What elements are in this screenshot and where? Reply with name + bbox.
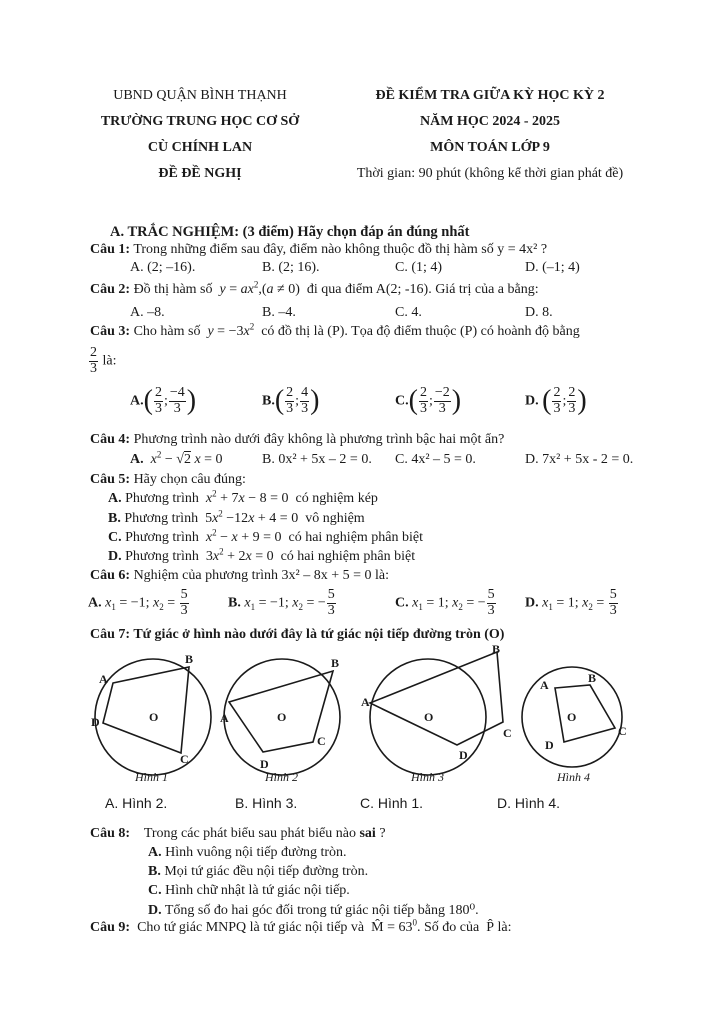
q5-option-c: C. Phương trình $x^2 - x + 9 = 0$ có hai nghiệm phân biệt bbox=[108, 527, 424, 545]
q9-tail: . Số đo của bbox=[417, 920, 480, 935]
fig1-label-d: D bbox=[91, 715, 100, 729]
q1-option-a: A. (2; –16). bbox=[130, 260, 196, 275]
q2-line bbox=[90, 279, 539, 298]
fig4-label-d: D bbox=[545, 738, 554, 752]
fig4-quad bbox=[555, 685, 615, 742]
fig1-center: O bbox=[149, 710, 159, 724]
q6-option-b: B. $x_1 = -1$; $x_2$ = − $\frac{5}{3}$ bbox=[228, 587, 335, 618]
q6-text: Nghiệm của phương trình 3x² – 8x + 5 = 0 là: bbox=[133, 568, 390, 583]
q7-option-c: C. Hình 1. bbox=[360, 795, 424, 811]
header-school: TRƯỜNG TRUNG HỌC CƠ SỞ bbox=[100, 114, 300, 129]
fig2-label-d: D bbox=[260, 757, 269, 771]
q4-option-c: C. 4x² – 5 = 0. bbox=[395, 452, 476, 467]
q7-line bbox=[90, 627, 504, 643]
q5-text: Hãy chọn câu đúng: bbox=[133, 472, 246, 487]
q3-tail: là: bbox=[102, 353, 117, 369]
q7-option-d: D. Hình 4. bbox=[497, 795, 561, 811]
q4-option-a: A. $x^2 - √2$ x = 0 bbox=[130, 449, 223, 467]
q2-option-b: B. –4. bbox=[262, 305, 296, 320]
header-exam-title: ĐỀ KIỂM TRA GIỮA KỲ HỌC KỲ 2 bbox=[375, 88, 605, 103]
q1-label: Câu 1: bbox=[90, 242, 131, 257]
q7-figures bbox=[85, 645, 645, 790]
q3-option-b: B.( $\frac{2}{3}$ ; $\frac{4}{3}$ ) bbox=[262, 385, 320, 417]
q8-option-b: B. Mọi tứ giác đều nội tiếp đường tròn. bbox=[148, 864, 369, 879]
q2-label: Câu 2: bbox=[90, 282, 131, 297]
fig3-center: O bbox=[424, 710, 434, 724]
q8-line bbox=[90, 826, 386, 842]
q4-label: Câu 4: bbox=[90, 432, 131, 447]
fig1-caption: Hình 1 bbox=[135, 770, 168, 784]
q8-option-a: A. Hình vuông nội tiếp đường tròn. bbox=[148, 845, 347, 860]
q9-angle-p: P̂ bbox=[482, 920, 498, 935]
fig1-label-c: C bbox=[180, 752, 189, 766]
header-district: UBND QUẬN BÌNH THẠNH bbox=[113, 88, 287, 103]
q2-option-c: C. 4. bbox=[395, 305, 422, 320]
q6-line bbox=[90, 568, 389, 584]
q7-option-a: A. Hình 2. bbox=[105, 795, 168, 811]
q1-line bbox=[90, 242, 547, 258]
fig3-caption: Hình 3 bbox=[411, 770, 444, 784]
header-exam-type: ĐỀ ĐỀ NGHỊ bbox=[158, 166, 242, 181]
q3-option-d: D. ( $\frac{2}{3}$ ; $\frac{2}{3}$ ) bbox=[525, 385, 587, 417]
q2-post: đi qua điểm A(2; -16). Giá trị của a bằng: bbox=[306, 282, 539, 297]
q8-label: Câu 8: bbox=[90, 826, 131, 841]
q1-text: Trong những điểm sau đây, điểm nào không thuộc đồ thị hàm số y = 4x² ? bbox=[133, 242, 548, 257]
q9-text: Cho tứ giác MNPQ là tứ giác nội tiếp và bbox=[137, 920, 365, 935]
q3-pre: Cho hàm số bbox=[133, 324, 201, 339]
q4-line bbox=[90, 432, 504, 448]
fig3-label-c: C bbox=[503, 726, 512, 740]
fig1-label-a: A bbox=[99, 672, 108, 686]
q2-option-a: A. –8. bbox=[130, 305, 165, 320]
q9-line bbox=[90, 917, 512, 936]
header-subject: MÔN TOÁN LỚP 9 bbox=[430, 140, 550, 155]
fig2-caption: Hình 2 bbox=[265, 770, 298, 784]
fig2-label-b: B bbox=[331, 656, 340, 670]
q3-option-a: A.( $\frac{2}{3}$ ; $\frac{-4}{3}$ ) bbox=[130, 385, 197, 417]
fig4-center: O bbox=[567, 710, 577, 724]
q1-option-b: B. (2; 16). bbox=[262, 260, 320, 275]
q4-text: Phương trình nào dưới đây không là phương trình bậc hai một ẩn? bbox=[133, 432, 505, 447]
fig1-label-b: B bbox=[185, 652, 194, 666]
q9-angle-m: M̂ = $63^0$ bbox=[367, 917, 417, 935]
q3-option-c: C.( $\frac{2}{3}$ ; $\frac{-2}{3}$ ) bbox=[395, 385, 462, 417]
q6-option-d: D. $x_1 = 1$; $x_2$ = $\frac{5}{3}$ bbox=[525, 587, 617, 618]
q7-text: Tứ giác ở hình nào dưới đây là tứ giác nội tiếp đường tròn (O) bbox=[133, 627, 505, 642]
header-school-year: NĂM HỌC 2024 - 2025 bbox=[420, 114, 560, 129]
q2-formula: $y = ax^2,(a \ne 0)$ bbox=[219, 279, 304, 297]
q7-label: Câu 7: bbox=[90, 627, 131, 642]
q6-option-c: C. $x_1 = 1$; $x_2$ = − $\frac{5}{3}$ bbox=[395, 587, 495, 618]
q3-label: Câu 3: bbox=[90, 324, 131, 339]
q9-label: Câu 9: bbox=[90, 920, 131, 935]
fig2-label-c: C bbox=[317, 734, 326, 748]
q1-option-d: D. (–1; 4) bbox=[525, 260, 580, 275]
section-a-title: A. TRẮC NGHIỆM: (3 điểm) Hãy chọn đáp án đúng nhất bbox=[110, 224, 470, 240]
fig4-label-c: C bbox=[618, 724, 627, 738]
q8-option-c: C. Hình chữ nhật là tứ giác nội tiếp. bbox=[148, 883, 350, 898]
fig4-label-a: A bbox=[540, 678, 549, 692]
q6-label: Câu 6: bbox=[90, 568, 131, 583]
fig1-quad bbox=[103, 667, 189, 753]
q1-option-c: C. (1; 4) bbox=[395, 260, 443, 275]
q2-option-d: D. 8. bbox=[525, 305, 553, 320]
q9-end: là: bbox=[497, 920, 512, 935]
q4-option-b: B. 0x² + 5x – 2 = 0. bbox=[262, 452, 372, 467]
q3-formula: $y = -3x^2$ bbox=[207, 321, 255, 339]
q5-line bbox=[90, 472, 246, 488]
fig4-caption: Hình 4 bbox=[557, 770, 590, 784]
q8-text: Trong các phát biểu sau phát biểu nào sai ? bbox=[143, 826, 386, 841]
q5-option-d: D. Phương trình $3x^2 + 2x = 0$ có hai nghiệm phân biệt bbox=[108, 546, 416, 564]
q5-label: Câu 5: bbox=[90, 472, 131, 487]
fig2-label-a: A bbox=[220, 711, 229, 725]
header-school-name: CÙ CHÍNH LAN bbox=[147, 140, 253, 155]
q3-frac: $\frac{2}{3}$ bbox=[90, 345, 97, 376]
q7-option-b: B. Hình 3. bbox=[235, 795, 298, 811]
q8-option-d: D. Tổng số đo hai góc đối trong tứ giác nội tiếp bằng 180⁰. bbox=[148, 903, 479, 918]
fig3-label-b: B bbox=[492, 645, 501, 656]
fig4-label-b: B bbox=[588, 671, 597, 685]
fig3-label-d: D bbox=[459, 748, 468, 762]
fig3-label-a: A bbox=[361, 695, 370, 709]
q5-option-a: A. Phương trình $x^2 + 7x - 8 = 0$ có nghiệm kép bbox=[108, 488, 378, 506]
header-time: Thời gian: 90 phút (không kể thời gian phát đề) bbox=[356, 166, 624, 181]
q6-option-a: A. $x_1 = -1$; $x_2$ = $\frac{5}{3}$ bbox=[88, 587, 188, 618]
q3-abscissa bbox=[88, 346, 117, 376]
q3-line bbox=[90, 321, 580, 340]
q5-option-b: B. Phương trình $5x^2 -12x + 4 = 0$ vô nghiệm bbox=[108, 508, 365, 526]
q2-pre: Đồ thị hàm số bbox=[133, 282, 213, 297]
fig2-center: O bbox=[277, 710, 287, 724]
q3-post: có đồ thị là (P). Tọa độ điểm thuộc (P) có hoành độ bằng bbox=[261, 324, 580, 339]
q4-option-d: D. 7x² + 5x - 2 = 0. bbox=[525, 452, 634, 467]
